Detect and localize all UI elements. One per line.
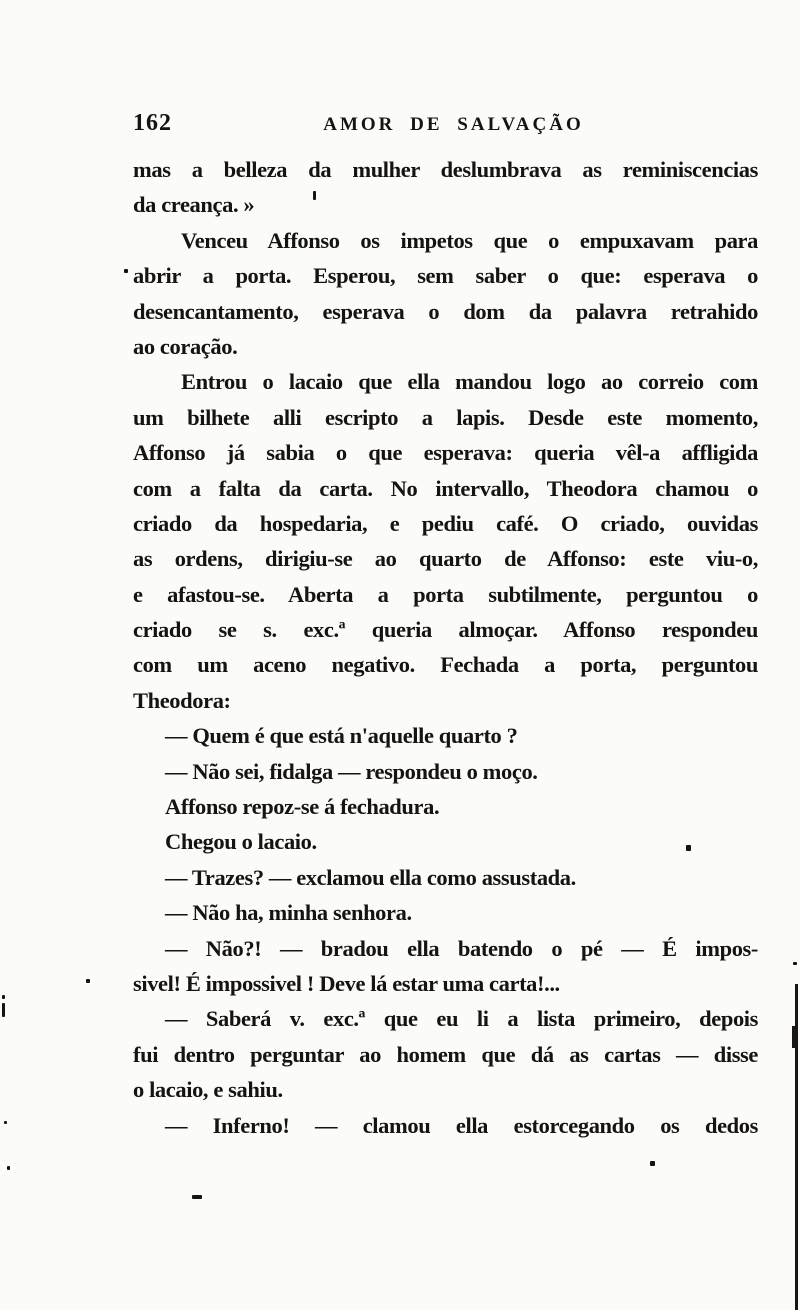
text-line: Entrou o lacaio que ella mandou logo ao correio com: [181, 369, 758, 395]
text-line: — Não sei, fidalga — respondeu o moço.: [165, 758, 538, 784]
text-line: criado se s. exc.ª queria almoçar. Affonso respondeu: [133, 617, 758, 643]
text-line: Affonso repoz-se á fechadura.: [165, 794, 440, 820]
ink-speck: [686, 845, 691, 851]
ink-speck: [4, 1121, 7, 1124]
text-line: com um aceno negativo. Fechada a porta, perguntou: [133, 652, 758, 678]
text-line: as ordens, dirigiu-se ao quarto de Affonso: este viu-o,: [133, 546, 758, 572]
ink-speck: [650, 1161, 655, 1166]
text-line: fui dentro perguntar ao homem que dá as cartas — disse: [133, 1041, 758, 1067]
ink-speck: [793, 962, 797, 965]
ink-speck: [313, 191, 316, 200]
ink-speck: [2, 1003, 5, 1017]
ink-speck: [86, 979, 90, 983]
text-line: desencantamento, esperava o dom da palavra retrahido: [133, 298, 758, 324]
page-body: [133, 152, 758, 1143]
ink-speck: [124, 269, 128, 273]
text-line: — Quem é que está n'aquelle quarto ?: [165, 723, 518, 749]
text-line: o lacaio, e sahiu.: [133, 1077, 283, 1103]
text-line: Venceu Affonso os impetos que o empuxavam para: [181, 227, 758, 253]
text-line: mas a belleza da mulher deslumbrava as reminiscencias: [133, 157, 758, 182]
text-line: sivel! É impossivel ! Deve lá estar uma carta!...: [133, 970, 560, 996]
ink-speck: [192, 1195, 202, 1199]
text-line: com a falta da carta. No intervallo, Theodora chamou o: [133, 475, 758, 501]
text-line: da creança. »: [133, 192, 255, 218]
text-line: criado da hospedaria, e pediu café. O criado, ouvidas: [133, 510, 758, 536]
ink-speck: [2, 995, 5, 999]
page-number: 162: [133, 110, 172, 136]
text-line: — Não ha, minha senhora.: [165, 900, 412, 926]
ink-speck: [7, 1166, 10, 1170]
binding-edge-line: [792, 1026, 797, 1048]
text-line: Chegou o lacaio.: [165, 829, 317, 855]
text-line: — Trazes? — exclamou ella como assustada.: [165, 864, 576, 890]
running-title: AMOR DE SALVAÇÃO: [323, 114, 584, 135]
page-header: [133, 110, 758, 144]
text-line: — Não?! — bradou ella batendo o pé — É impos-: [165, 935, 758, 961]
text-line: — Inferno! — clamou ella estorcegando os dedos: [165, 1112, 758, 1138]
text-line: abrir a porta. Esperou, sem saber o que: esperava o: [133, 263, 758, 289]
text-line: — Saberá v. exc.ª que eu li a lista primeiro, depois: [165, 1006, 758, 1032]
text-line: e afastou-se. Aberta a porta subtilmente, perguntou o: [133, 581, 758, 607]
text-line: Affonso já sabia o que esperava: queria vêl-a affligida: [133, 440, 758, 466]
text-line: ao coração.: [133, 333, 238, 359]
text-line: um bilhete alli escripto a lapis. Desde este momento,: [133, 404, 758, 430]
text-line: Theodora:: [133, 687, 231, 713]
